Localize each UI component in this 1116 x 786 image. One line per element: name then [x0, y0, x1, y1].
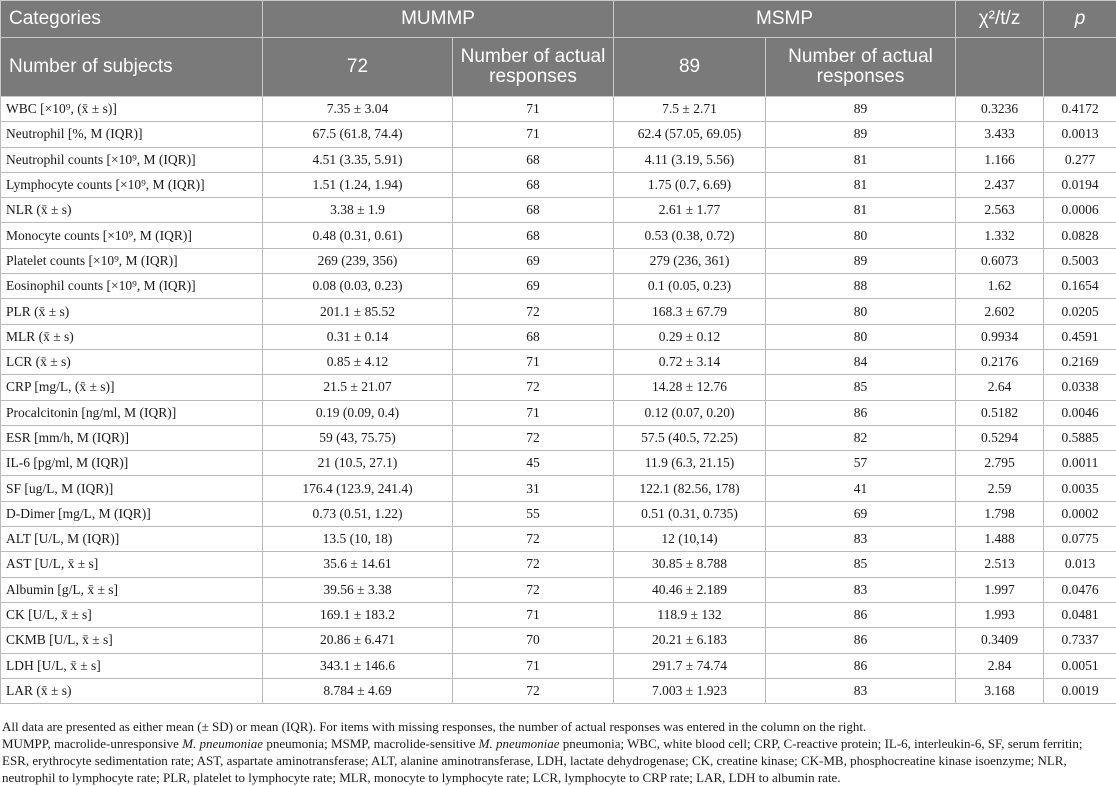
cell-p-value: 0.0775 — [1044, 527, 1116, 552]
cell-msmp-value: 118.9 ± 132 — [614, 602, 766, 627]
cell-statistic: 2.64 — [956, 375, 1044, 400]
cell-mummp-responses: 69 — [453, 248, 614, 273]
header-msmp-actual-responses: Number of actual responses — [766, 38, 956, 97]
cell-msmp-value: 0.53 (0.38, 0.72) — [614, 223, 766, 248]
cell-mummp-responses: 71 — [453, 400, 614, 425]
table-header — [1, 1, 1116, 97]
table-row — [1, 147, 1116, 172]
cell-statistic: 0.2176 — [956, 349, 1044, 374]
header-statistic: χ²/t/z — [956, 1, 1044, 38]
cell-msmp-value: 291.7 ± 74.74 — [614, 653, 766, 678]
cell-p-value: 0.1654 — [1044, 274, 1116, 299]
cell-msmp-responses: 83 — [766, 527, 956, 552]
cell-msmp-responses: 88 — [766, 274, 956, 299]
cell-msmp-value: 12 (10,14) — [614, 527, 766, 552]
cell-mummp-responses: 72 — [453, 678, 614, 703]
cell-msmp-responses: 89 — [766, 122, 956, 147]
table-row — [1, 400, 1116, 425]
cell-mummp-value: 0.73 (0.51, 1.22) — [263, 501, 453, 526]
cell-mummp-responses: 70 — [453, 628, 614, 653]
header-mummp-actual-responses: Number of actual responses — [453, 38, 614, 97]
table-row — [1, 248, 1116, 273]
cell-msmp-responses: 82 — [766, 425, 956, 450]
cell-msmp-responses: 85 — [766, 375, 956, 400]
table-row — [1, 299, 1116, 324]
cell-msmp-responses: 86 — [766, 653, 956, 678]
cell-mummp-responses: 72 — [453, 425, 614, 450]
cell-p-value: 0.0019 — [1044, 678, 1116, 703]
table-body — [1, 97, 1116, 704]
cell-msmp-responses: 86 — [766, 400, 956, 425]
header-empty-p — [1044, 38, 1116, 97]
cell-msmp-value: 30.85 ± 8.788 — [614, 552, 766, 577]
cell-msmp-responses: 69 — [766, 501, 956, 526]
table-row — [1, 552, 1116, 577]
cell-category: Lymphocyte counts [×10⁹, M (IQR)] — [1, 172, 263, 197]
cell-p-value: 0.2169 — [1044, 349, 1116, 374]
cell-mummp-responses: 72 — [453, 527, 614, 552]
cell-msmp-value: 279 (236, 361) — [614, 248, 766, 273]
table-row — [1, 172, 1116, 197]
cell-category: Platelet counts [×10⁹, M (IQR)] — [1, 248, 263, 273]
cell-category: AST [U/L, x̄ ± s] — [1, 552, 263, 577]
cell-p-value: 0.5003 — [1044, 248, 1116, 273]
cell-msmp-value: 4.11 (3.19, 5.56) — [614, 147, 766, 172]
cell-category: IL-6 [pg/ml, M (IQR)] — [1, 451, 263, 476]
cell-category: PLR (x̄ ± s) — [1, 299, 263, 324]
cell-msmp-responses: 80 — [766, 324, 956, 349]
cell-p-value: 0.0002 — [1044, 501, 1116, 526]
table-row — [1, 223, 1116, 248]
cell-category: LCR (x̄ ± s) — [1, 349, 263, 374]
cell-mummp-value: 1.51 (1.24, 1.94) — [263, 172, 453, 197]
cell-category: CKMB [U/L, x̄ ± s] — [1, 628, 263, 653]
cell-p-value: 0.4172 — [1044, 97, 1116, 122]
cell-mummp-value: 21.5 ± 21.07 — [263, 375, 453, 400]
cell-statistic: 0.3409 — [956, 628, 1044, 653]
cell-p-value: 0.0051 — [1044, 653, 1116, 678]
cell-p-value: 0.0338 — [1044, 375, 1116, 400]
cell-mummp-value: 20.86 ± 6.471 — [263, 628, 453, 653]
cell-mummp-value: 0.31 ± 0.14 — [263, 324, 453, 349]
table-row — [1, 375, 1116, 400]
header-subjects-label: Number of subjects — [1, 38, 263, 97]
cell-p-value: 0.277 — [1044, 147, 1116, 172]
organism-name: M. pneumoniae — [479, 736, 560, 751]
cell-category: ALT [U/L, M (IQR)] — [1, 527, 263, 552]
table-row — [1, 198, 1116, 223]
cell-statistic: 3.168 — [956, 678, 1044, 703]
cell-mummp-responses: 71 — [453, 122, 614, 147]
cell-category: Procalcitonin [ng/ml, M (IQR)] — [1, 400, 263, 425]
cell-mummp-responses: 68 — [453, 147, 614, 172]
cell-category: WBC [×10⁹, (x̄ ± s)] — [1, 97, 263, 122]
table-row — [1, 678, 1116, 703]
cell-category: ESR [mm/h, M (IQR)] — [1, 425, 263, 450]
table-row — [1, 476, 1116, 501]
cell-statistic: 2.602 — [956, 299, 1044, 324]
organism-name: M. pneumoniae — [182, 736, 263, 751]
cell-mummp-responses: 68 — [453, 223, 614, 248]
cell-msmp-responses: 85 — [766, 552, 956, 577]
cell-category: Neutrophil [%, M (IQR)] — [1, 122, 263, 147]
cell-category: Albumin [g/L, x̄ ± s] — [1, 577, 263, 602]
table-row — [1, 653, 1116, 678]
table-row — [1, 501, 1116, 526]
cell-statistic: 0.3236 — [956, 97, 1044, 122]
cell-mummp-responses: 31 — [453, 476, 614, 501]
cell-msmp-responses: 80 — [766, 223, 956, 248]
cell-mummp-value: 0.48 (0.31, 0.61) — [263, 223, 453, 248]
cell-mummp-responses: 68 — [453, 324, 614, 349]
cell-category: Monocyte counts [×10⁹, M (IQR)] — [1, 223, 263, 248]
table-row — [1, 527, 1116, 552]
cell-p-value: 0.0205 — [1044, 299, 1116, 324]
header-p-value: p — [1044, 1, 1116, 38]
cell-msmp-value: 7.5 ± 2.71 — [614, 97, 766, 122]
cell-msmp-value: 57.5 (40.5, 72.25) — [614, 425, 766, 450]
cell-p-value: 0.0194 — [1044, 172, 1116, 197]
cell-mummp-value: 176.4 (123.9, 241.4) — [263, 476, 453, 501]
header-group-msmp: MSMP — [614, 1, 956, 38]
header-empty-stat — [956, 38, 1044, 97]
cell-statistic: 2.59 — [956, 476, 1044, 501]
cell-mummp-value: 169.1 ± 183.2 — [263, 602, 453, 627]
cell-mummp-responses: 71 — [453, 653, 614, 678]
cell-category: NLR (x̄ ± s) — [1, 198, 263, 223]
cell-mummp-responses: 72 — [453, 552, 614, 577]
cell-mummp-value: 4.51 (3.35, 5.91) — [263, 147, 453, 172]
cell-statistic: 1.62 — [956, 274, 1044, 299]
cell-msmp-responses: 83 — [766, 678, 956, 703]
cell-mummp-value: 8.784 ± 4.69 — [263, 678, 453, 703]
cell-msmp-value: 122.1 (82.56, 178) — [614, 476, 766, 501]
cell-mummp-value: 201.1 ± 85.52 — [263, 299, 453, 324]
cell-msmp-responses: 81 — [766, 172, 956, 197]
header-msmp-n: 89 — [614, 38, 766, 97]
cell-statistic: 1.798 — [956, 501, 1044, 526]
cell-msmp-responses: 41 — [766, 476, 956, 501]
cell-msmp-responses: 57 — [766, 451, 956, 476]
cell-statistic: 0.5294 — [956, 425, 1044, 450]
cell-mummp-value: 0.19 (0.09, 0.4) — [263, 400, 453, 425]
cell-statistic: 2.795 — [956, 451, 1044, 476]
cell-mummp-responses: 72 — [453, 375, 614, 400]
header-group-mummp: MUMMP — [263, 1, 614, 38]
cell-p-value: 0.0006 — [1044, 198, 1116, 223]
cell-msmp-value: 168.3 ± 67.79 — [614, 299, 766, 324]
footnote-abbreviations: MUMPP, macrolide-unresponsive M. pneumoniae pneumonia; MSMP, macrolide-sensitive M. pneumoniae pneumonia; WBC, white blood cell; CRP, C-reactive protein; IL-6, interleukin-6, SF, serum ferritin; ESR, erythrocyte sedimentation rate; AST, aspartate aminotransferase; ALT, alanine aminotransferase, LDH, lactate dehydrogenase; CK, creatine kinase; CK-MB, phosphocreatine kinase isoenzyme; NLR, neutrophil to lymphocyte rate; PLR, platelet to lymphocyte rate; MLR, monocyte to lymphocyte rate; LCR, lymphocyte to CRP rate; LAR, LDH to albumin rate. — [2, 735, 1110, 786]
cell-p-value: 0.5885 — [1044, 425, 1116, 450]
header-categories: Categories — [1, 1, 263, 38]
cell-msmp-responses: 89 — [766, 248, 956, 273]
header-mummp-n: 72 — [263, 38, 453, 97]
cell-statistic: 1.997 — [956, 577, 1044, 602]
cell-msmp-responses: 86 — [766, 628, 956, 653]
cell-mummp-value: 39.56 ± 3.38 — [263, 577, 453, 602]
table-row — [1, 577, 1116, 602]
cell-p-value: 0.0013 — [1044, 122, 1116, 147]
cell-mummp-responses: 69 — [453, 274, 614, 299]
footnote-data-note: All data are presented as either mean (± SD) or mean (IQR). For items with missing responses, the number of actual responses was entered in the column on the right. — [2, 718, 1110, 735]
cell-p-value: 0.0828 — [1044, 223, 1116, 248]
cell-mummp-responses: 68 — [453, 198, 614, 223]
cell-msmp-responses: 86 — [766, 602, 956, 627]
cell-statistic: 3.433 — [956, 122, 1044, 147]
cell-msmp-value: 62.4 (57.05, 69.05) — [614, 122, 766, 147]
cell-p-value: 0.0035 — [1044, 476, 1116, 501]
cell-msmp-responses: 84 — [766, 349, 956, 374]
cell-statistic: 1.166 — [956, 147, 1044, 172]
cell-category: LAR (x̄ ± s) — [1, 678, 263, 703]
cell-msmp-responses: 81 — [766, 198, 956, 223]
table-row — [1, 602, 1116, 627]
cell-p-value: 0.0046 — [1044, 400, 1116, 425]
cell-mummp-value: 21 (10.5, 27.1) — [263, 451, 453, 476]
cell-statistic: 1.332 — [956, 223, 1044, 248]
cell-p-value: 0.7337 — [1044, 628, 1116, 653]
cell-statistic: 1.488 — [956, 527, 1044, 552]
cell-category: Eosinophil counts [×10⁹, M (IQR)] — [1, 274, 263, 299]
cell-category: Neutrophil counts [×10⁹, M (IQR)] — [1, 147, 263, 172]
cell-mummp-responses: 71 — [453, 349, 614, 374]
cell-msmp-value: 40.46 ± 2.189 — [614, 577, 766, 602]
cell-mummp-value: 35.6 ± 14.61 — [263, 552, 453, 577]
cell-category: SF [ug/L, M (IQR)] — [1, 476, 263, 501]
cell-msmp-value: 11.9 (6.3, 21.15) — [614, 451, 766, 476]
cell-category: MLR (x̄ ± s) — [1, 324, 263, 349]
cell-msmp-value: 0.72 ± 3.14 — [614, 349, 766, 374]
table-row — [1, 628, 1116, 653]
cell-msmp-value: 2.61 ± 1.77 — [614, 198, 766, 223]
table-footnotes — [2, 718, 1110, 786]
cell-msmp-value: 0.12 (0.07, 0.20) — [614, 400, 766, 425]
cell-mummp-responses: 45 — [453, 451, 614, 476]
cell-category: CRP [mg/L, (x̄ ± s)] — [1, 375, 263, 400]
cell-statistic: 2.84 — [956, 653, 1044, 678]
cell-mummp-value: 7.35 ± 3.04 — [263, 97, 453, 122]
cell-msmp-value: 20.21 ± 6.183 — [614, 628, 766, 653]
cell-statistic: 0.9934 — [956, 324, 1044, 349]
cell-mummp-value: 343.1 ± 146.6 — [263, 653, 453, 678]
cell-msmp-responses: 89 — [766, 97, 956, 122]
cell-mummp-responses: 71 — [453, 97, 614, 122]
cell-mummp-responses: 55 — [453, 501, 614, 526]
table-row — [1, 451, 1116, 476]
cell-p-value: 0.0011 — [1044, 451, 1116, 476]
table-row — [1, 324, 1116, 349]
cell-mummp-value: 3.38 ± 1.9 — [263, 198, 453, 223]
cell-mummp-value: 0.08 (0.03, 0.23) — [263, 274, 453, 299]
cell-mummp-responses: 72 — [453, 299, 614, 324]
cell-msmp-value: 1.75 (0.7, 6.69) — [614, 172, 766, 197]
table-row — [1, 274, 1116, 299]
cell-mummp-responses: 71 — [453, 602, 614, 627]
cell-mummp-value: 269 (239, 356) — [263, 248, 453, 273]
cell-msmp-responses: 80 — [766, 299, 956, 324]
cell-statistic: 0.6073 — [956, 248, 1044, 273]
cell-statistic: 2.563 — [956, 198, 1044, 223]
cell-statistic: 2.513 — [956, 552, 1044, 577]
cell-msmp-value: 14.28 ± 12.76 — [614, 375, 766, 400]
cell-msmp-value: 7.003 ± 1.923 — [614, 678, 766, 703]
cell-statistic: 0.5182 — [956, 400, 1044, 425]
cell-msmp-value: 0.29 ± 0.12 — [614, 324, 766, 349]
cell-statistic: 2.437 — [956, 172, 1044, 197]
table-row — [1, 122, 1116, 147]
cell-msmp-value: 0.1 (0.05, 0.23) — [614, 274, 766, 299]
cell-mummp-value: 67.5 (61.8, 74.4) — [263, 122, 453, 147]
table-row — [1, 349, 1116, 374]
cell-msmp-value: 0.51 (0.31, 0.735) — [614, 501, 766, 526]
cell-p-value: 0.013 — [1044, 552, 1116, 577]
cell-mummp-responses: 68 — [453, 172, 614, 197]
cell-statistic: 1.993 — [956, 602, 1044, 627]
table-row — [1, 425, 1116, 450]
cell-mummp-value: 13.5 (10, 18) — [263, 527, 453, 552]
cell-category: CK [U/L, x̄ ± s] — [1, 602, 263, 627]
cell-msmp-responses: 83 — [766, 577, 956, 602]
cell-mummp-value: 0.85 ± 4.12 — [263, 349, 453, 374]
cell-category: LDH [U/L, x̄ ± s] — [1, 653, 263, 678]
cell-mummp-responses: 72 — [453, 577, 614, 602]
cell-msmp-responses: 81 — [766, 147, 956, 172]
cell-p-value: 0.4591 — [1044, 324, 1116, 349]
table-row — [1, 97, 1116, 122]
cell-category: D-Dimer [mg/L, M (IQR)] — [1, 501, 263, 526]
cell-p-value: 0.0481 — [1044, 602, 1116, 627]
cell-mummp-value: 59 (43, 75.75) — [263, 425, 453, 450]
cell-p-value: 0.0476 — [1044, 577, 1116, 602]
